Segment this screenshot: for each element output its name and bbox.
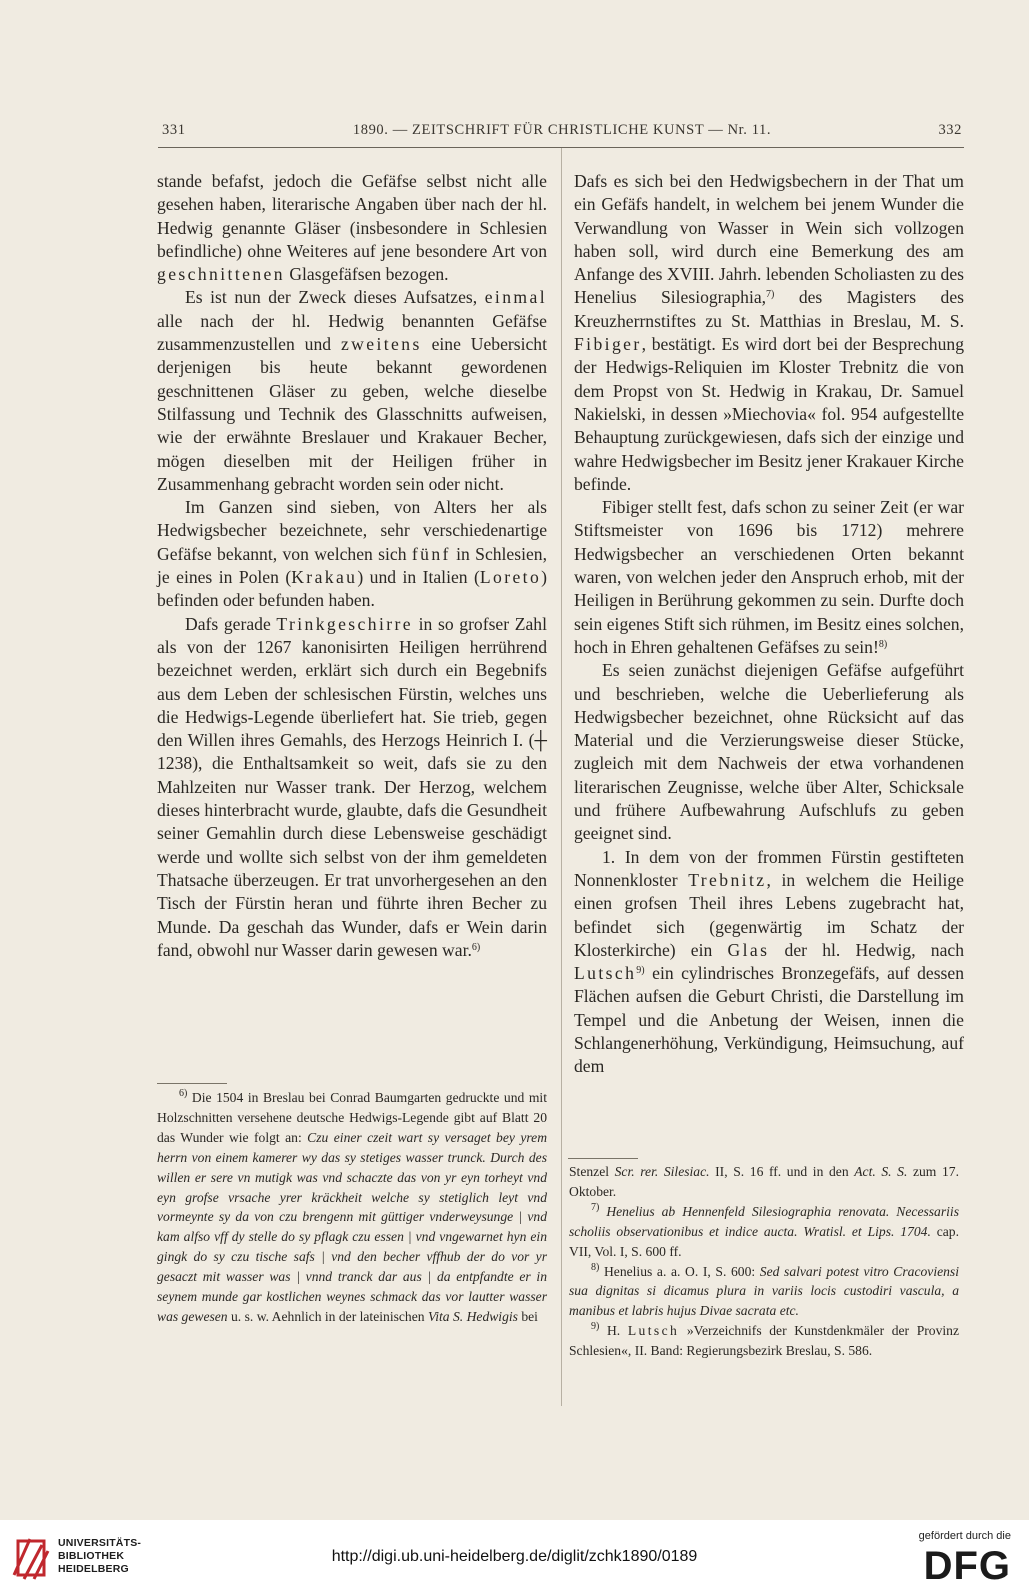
footnote-ref: 7) [766,289,775,301]
page-number-right: 332 [938,122,962,138]
footnote-number: 9) [591,1321,600,1333]
dfg-logo: DFG [923,1544,1011,1588]
right-column [574,170,964,1079]
footnote-7: $^{7)}$ Henelius ab Hennenfeld Silesiographia renovata. Necessariis scholiis observationibus et indice aucta. Wratisl. et Lips. 1704. cap. VII, Vol. I, S. 600 ff. [569,1201,959,1259]
running-title: 1890. — ZEITSCHRIFT FÜR CHRISTLICHE KUNST — Nr. 11. [352,122,772,138]
footnote-number: 8) [591,1261,600,1273]
funding-note: gefördert durch die [918,1530,1011,1542]
column-divider [561,148,562,1406]
right-paragraph-3: Es seien zunächst diejenigen Gefäfse aufgeführt und beschrieben, welche die Ueberlieferung als Hedwigsbecher bezeichnet, ohne Rücksicht auf das Material und die Verzierungsweise dieser Stücke, zugleich mit dem Nachweis der etwa vorhandenen literarischen Zeugnisse, welche über Alter, Schicksale und frühere Aufbewahrung Aufschlufs zu geben geeignet sind. [574,660,964,844]
left-paragraph-1: stande befafst, jedoch die Gefäfse selbst nicht alle gesehen haben, literarische Angaben über nach der hl. Hedwig genannte Gläser (insbesondere in Schlesien befindliche) ohne Weiteres auf jene besondere Art von geschnittenen Glasgefäfsen bezogen. [157,171,547,285]
emphasis: Lutsch [627,1323,680,1339]
library-name: UNIVERSITÄTS- BIBLIOTHEK HEIDELBERG [58,1537,142,1575]
emphasis: Fibiger [574,334,642,355]
footnote-number: 7) [591,1201,600,1213]
viewer-footer [0,1520,1029,1595]
emphasis: Krakau [291,567,358,588]
left-paragraph-4: Dafs gerade Trinkgeschirre in so grofser Zahl als von der 1267 kanonisirten Heiligen herrührend bezeichnet werden, erklärt sich durch ein Begebnifs aus dem Leben der schlesischen Fürstin, welches uns die Hedwigs-Legende überliefert hat. Sie trieb, gegen den Willen ihres Gemahls, des Herzogs Heinrich I. (┼ 1238), die Enthaltsamkeit so weit, dafs sie zu den Mahlzeiten nur Wasser trank. Der Herzog, welchem dieses hinterbracht wurde, glaubte, dafs die Gesundheit seiner Gemahlin durch diese Lebensweise geschädigt werde und wollte sich selbst von der ihm gemeldeten Thatsache überzeugen. Er trat unvorhergesehen an den Tisch der Fürstin heran und führte ihren Becher zu Munde. Da geschah das Wunder, dafs er Wein darin fand, obwohl nur Wasser darin gewesen war.$^{6)}$ [157,613,547,960]
left-paragraph-2: Es ist nun der Zweck dieses Aufsatzes, einmal alle nach der hl. Hedwig benannten Gefäfse zusammenzustellen und zweitens eine Uebersicht derjenigen bis heute bekannt gewordenen geschnittenen Gläser zu geben, welche dieselbe Stilfassung und Technik des Glasschnitts aufweisen, wie der erwähnte Breslauer und Krakauer Becher, mögen dieselben mit der Heiligen früher in Zusammenhang gebracht worden sein oder nicht. [157,287,547,494]
footnote-ref: 9) [636,965,645,977]
emphasis: Glas [727,939,770,960]
footnote-8: $^{8)}$ Henelius a. a. O. I, S. 600: Sed salvari potest vitro Cracoviensi sua dignitas si dicamus plura in variis locis custodiri vascula, a manibus et labris hujus Divae sacrata etc. [569,1261,959,1319]
permalink-url[interactable]: http://digi.ub.uni-heidelberg.de/diglit/zchk1890/0189 [331,1548,698,1565]
emphasis: Trinkgeschirre [276,613,413,634]
page-number-left: 331 [162,122,186,138]
emphasis: fünf [411,543,451,564]
footnote-6: $^{6)}$ Die 1504 in Breslau bei Conrad Baumgarten gedruckte und mit Holzschnitten versehene deutsche Hedwigs-Legende gibt auf Blatt 20 das Wunder wie folgt an: Czu einer czeit wart sy versaget bey yrem herrn von einem kamerer wy das sy stetiges wasser trunck. Durch des willen er sere vn mutigk was vnd schaczte das von yr eyn torheyt vnd eyn grofse vrsache yrer kräckheit welche sy stetiglich leyt vnd vormeynte sy da von czu brengenn mit güttiger vnderweysunge | vnd kam alfso vff dy stelle do sy pflagk czu essen | vnd vngewarnet hyn ein gingk do sy czu tische safs | vnd den becher vffhub der do vor yr gesaczt mit wasser was | vnnd tranck dar aus | da entpfandte er in seynem munde gar kostlichen weynes schmack das vor lautter wasser was gewesen u. s. w. Aehnlich in der lateinischen Vita S. Hedwigis bei [157,1088,548,1324]
emphasis: Trebnitz [688,869,767,890]
emphasis: zweitens [340,334,422,355]
emphasis: Loreto [479,567,542,588]
right-paragraph-4: 1. In dem von der frommen Fürstin gestifteten Nonnenkloster Trebnitz, in welchem die Heilige einen grofsen Theil ihres Lebens zugebracht hat, befindet sich (gegenwärtig im Schatz der Klosterkirche) ein Glas der hl. Hedwig, nach Lutsch$^{9)}$ ein cylindrisches Bronzegefäfs, auf dessen Flächen aufsen die Geburt Christi, die Darstellung im Tempel und die Anbetung der Weisen, innen die Schlangenerhöhung, Verkündigung, Heimsuchung, auf dem [574,846,964,1077]
running-header [162,122,962,144]
footnote-separator [568,1158,638,1159]
footnote-separator [157,1083,227,1084]
legend-quote: Czu einer czeit wart sy versaget bey yrem herrn von einem kamerer wy das sy stetiges wasser trunck. Durch des willen er sere vn mutigk was vnd schaczte das von yr eyn torheyt vnd eyn grofse vrsache yrer kräckheit welche sy stetiglich leyt vnd vormeynte sy da von czu brengenn mit güttiger vnderweysunge | vnd kam alfso vff dy stelle do sy pflagk czu essen | vnd vngewarnet hyn ein gingk do sy czu tische safs | vnd den becher vffhub der do vor yr gesaczt mit wasser was | vnnd tranck dar aus | da entpfandte er in seynem munde gar kostlichen weynes schmack das vor lautter wasser was gewesen [157,1129,548,1324]
left-footnotes [157,1088,547,1327]
footnote-ref: 8) [878,638,888,650]
footnote-9: $^{9)}$ H. Lutsch »Verzeichnifs der Kunstdenkmäler der Provinz Schlesien«, II. Band: Regierungsbezirk Breslau, S. 586. [569,1321,960,1359]
right-paragraph-1: Dafs es sich bei den Hedwigsbechern in der That um ein Gefäfs handelt, in welchem bei jenem Wunder die Verwandlung von Wasser in Wein sich vollzogen haben soll, wird durch eine Bemerkung des am Anfange des XVIII. Jahrh. lebenden Scholiasten zu des Henelius Silesiographia,$^{7)}$ des Magisters des Kreuzherrnstiftes zu St. Matthias in Breslau, M. S. Fibiger, bestätigt. Es wird dort bei der Besprechung der Hedwigs-Reliquien im Kloster Trebnitz die von dem Propst von St. Hedwig in Krakau, Dr. Samuel Nakielski, in dessen »Miechovia« fol. 954 aufgestellte Behauptung zurückgewiesen, dafs sich der einzige und wahre Hedwigsbecher im Besitz jener Krakauer Kirche befinde. [574,171,964,494]
emphasis: einmal [484,287,547,308]
footnote-number: 6) [179,1088,188,1099]
footnote-6-continued: Stenzel Scr. rer. Silesiac. II, S. 16 ff. und in den Act. S. S. zum 17. Oktober. [569,1164,959,1199]
right-footnotes [569,1162,959,1361]
footnote-ref: 6) [471,941,481,953]
left-column [157,170,547,962]
emphasis: geschnittenen [157,264,285,285]
right-paragraph-2: Fibiger stellt fest, dafs schon zu seiner Zeit (er war Stiftsmeister von 1696 bis 1712) mehrere Hedwigsbecher an verschiedenen Orten bekannt waren, von welchen jeder den Anspruch erhob, mit der Heiligen in Berührung gekommen zu sein. Durfte doch sein eigenes Stift sich rühmen, im Besitz eines solchen, hoch in Ehren gehaltenen Gefäfses zu sein!$^{8)}$ [574,497,964,657]
left-paragraph-3: Im Ganzen sind sieben, von Alters her als Hedwigsbecher bezeichnete, sehr verschiedenartige Gefäfse bekannt, von welchen sich fünf in Schlesien, je eines in Polen (Krakau) und in Italien (Loreto) befinden oder befunden haben. [157,497,548,611]
vita-title: Vita S. Hedwigis [427,1308,518,1324]
emphasis: Lutsch [574,963,637,984]
